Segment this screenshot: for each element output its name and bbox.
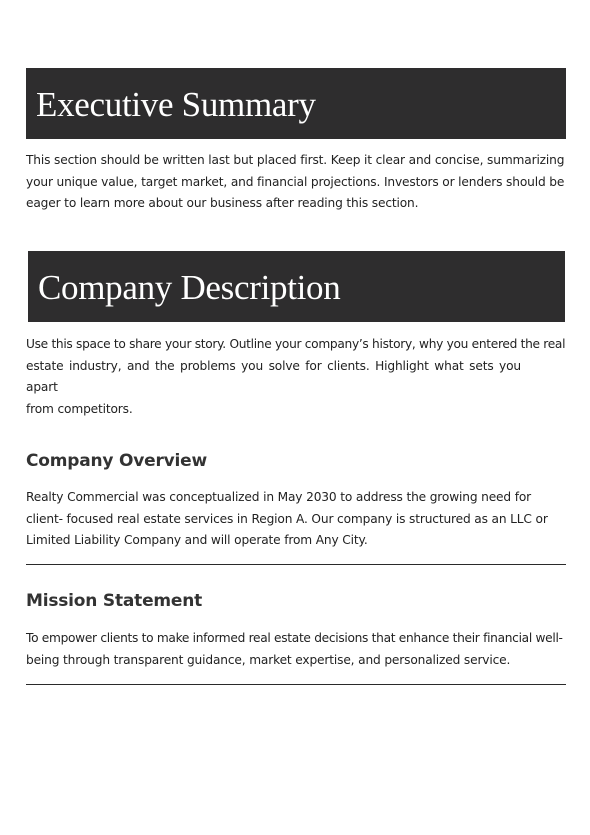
company-overview-text <box>26 487 566 552</box>
company-overview-line: Realty Commercial was conceptualized in May 2030 to address the growing need for <box>26 490 532 504</box>
executive-summary-banner <box>26 68 566 139</box>
company-description-line: Use this space to share your story. Outline your company’s history, why you entered the real <box>26 337 566 351</box>
executive-summary-line: This section should be written last but placed first. Keep it clear and concise, summarizing <box>26 153 565 167</box>
executive-summary-title: Executive Summary <box>36 85 316 124</box>
executive-summary-text <box>26 150 566 215</box>
mission-statement-heading: Mission Statement <box>26 591 203 611</box>
executive-summary-line: your unique value, target market, and financial projections. Investors or lenders should be <box>26 174 565 189</box>
company-overview-line: client- focused real estate services in Region A. Our company is structured as an LLC or <box>26 511 548 526</box>
company-description-text <box>26 334 566 420</box>
company-overview-line: Limited Liability Company and will operate from Any City. <box>26 533 368 547</box>
mission-statement-line: being through transparent guidance, market expertise, and personalized service. <box>26 652 511 667</box>
section-divider <box>26 684 566 685</box>
company-overview-heading: Company Overview <box>26 451 208 471</box>
company-description-line: estate industry, and the problems you solve for clients. Highlight what sets you apart <box>26 358 521 394</box>
company-description-line: from competitors. <box>26 401 133 416</box>
company-description-title: Company Description <box>38 268 341 307</box>
section-divider <box>26 564 566 565</box>
executive-summary-line: eager to learn more about our business after reading this section. <box>26 196 419 210</box>
mission-statement-line: To empower clients to make informed real estate decisions that enhance their financial well- <box>26 631 563 645</box>
company-description-banner <box>28 251 565 322</box>
mission-statement-text <box>26 628 566 671</box>
